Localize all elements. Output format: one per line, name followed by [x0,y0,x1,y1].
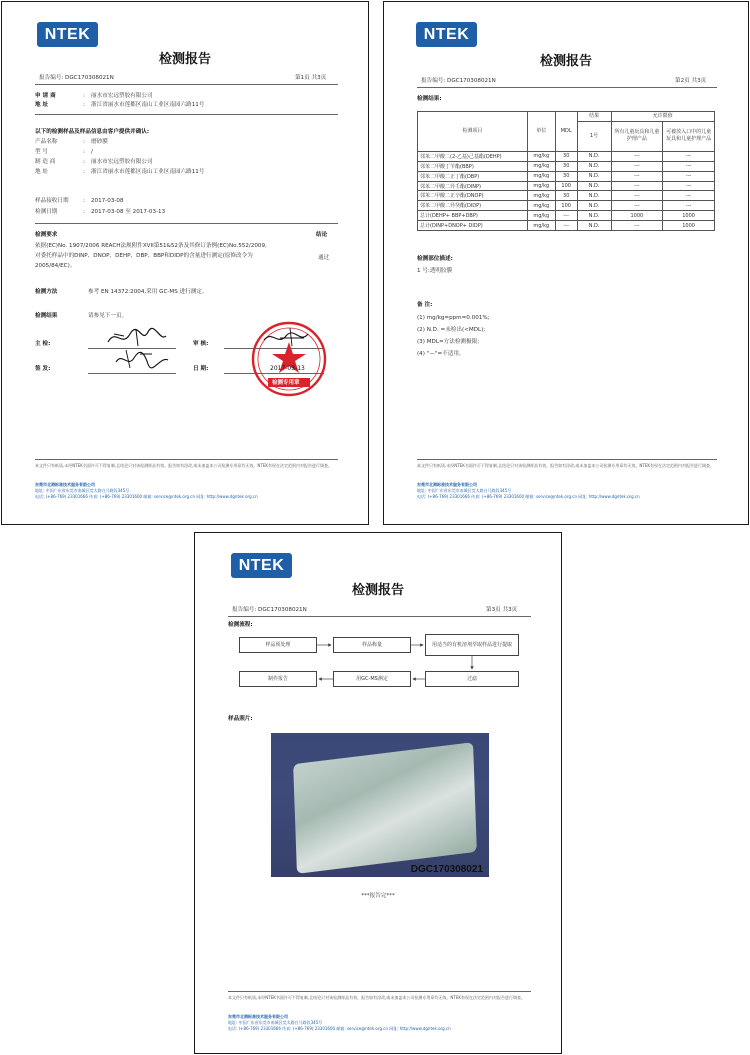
cell-limit-all: --- [611,161,663,171]
conclusion-label: 结论 [316,232,328,238]
test-date-row: 检测日期 : 2017-03-08 至 2017-03-13 [35,209,166,215]
requirements-line-3: 2005/84/EC)。 [35,263,76,269]
cell-item: 邻苯二甲酸丁苄酯(BBP) [418,161,528,171]
cell-result: N.D. [577,201,611,211]
issuer-label: 签 发: [35,366,51,372]
page-indicator: 第1页 共3页 [295,75,327,81]
table-row [418,211,715,221]
cell-limit-mouth: --- [663,191,715,201]
page-indicator: 第3页 共3页 [486,607,518,613]
report-title: 检测报告 [158,52,211,67]
table-row [418,151,715,161]
footer-disclaimer: 本文件只有纸质,未经NTEK书面许可不得复制,且结论只对该检测样品有效。报告如有涂改,或未加盖本公司检测专用章均无效。NTEK有权在法定范围内对报告进行调查。 [417,463,714,468]
flow-step-report: 制作报告 [239,671,317,687]
flow-step-gcms: 用GC-MS测定 [333,671,411,687]
cell-result: N.D. [577,221,611,231]
footer-disclaimer: 本文件只有纸质,未经NTEK书面许可不得复制,且结论只对该检测样品有效。报告如有涂改,或未加盖本公司检测专用章均无效。NTEK有权在法定范围内对报告进行调查。 [228,995,525,1000]
requirements-line-1: 依据(EC)No. 1907/2006 REACH法规附件XVII第51&52条及其修订条例(EC)No.552/2009, [35,243,267,249]
footer-disclaimer: 本文件只有纸质,未经NTEK书面许可不得复制,且结论只对该检测样品有效。报告如有涂改,或未加盖本公司检测专用章均无效。NTEK有权在法定范围内对报告进行调查。 [35,463,332,468]
table-row [418,171,715,181]
cell-item: 邻苯二甲酸二正丁酯(DBP) [418,171,528,181]
page-indicator: 第2页 共3页 [675,78,707,84]
footer-divider [228,991,531,992]
ntek-logo: NTEK [416,22,477,47]
report-page-3 [194,532,562,1054]
reviewer-signature [260,326,320,348]
footer-contact: 电话: (+86-769) 23301666 传真: (+86-769) 23301600 邮箱: service@ntek.org.cn 网址: http://www.dgntek.org.cn [228,1026,451,1031]
issuer-signature [112,346,172,372]
col-limit-mouth: 可被放入口中的儿童玩具和儿童护理产品 [663,121,715,151]
cell-limit-all: 1000 [611,211,663,221]
divider [35,223,338,224]
note-1: (1) mg/kg=ppm=0.001%; [417,315,490,321]
received-date-row: 样品接收日期 : 2017-03-08 [35,198,124,204]
cell-unit: mg/kg [527,171,555,181]
cell-limit-all: --- [611,201,663,211]
footer-contact: 电话: (+86-769) 23301666 传真: (+86-769) 23301600 邮箱: service@ntek.org.cn 网址: http://www.dgntek.org.cn [417,494,640,499]
sample-photo [271,733,489,877]
cell-result: N.D. [577,181,611,191]
col-mdl: MDL [555,112,577,152]
date-label: 日 期: [193,366,209,372]
cell-limit-all: --- [611,181,663,191]
cell-mdl: 30 [555,151,577,161]
flow-arrows [195,533,562,703]
cell-limit-mouth: --- [663,201,715,211]
cell-result: N.D. [577,151,611,161]
model-row: 型 号 : / [35,149,93,155]
flow-step-pretreatment: 样品预处理 [239,637,317,653]
header-divider [35,84,338,85]
footer-company: 东莞市北测标准技术服务有限公司 [228,1014,288,1019]
flow-step-extraction: 用适当的有机溶剂萃取样品进行提取 [425,634,519,656]
cell-mdl: --- [555,221,577,231]
cell-mdl: 100 [555,201,577,211]
stamp-text: 检测专用章 [272,380,300,386]
report-title: 检测报告 [351,583,404,598]
results-header: 检测结果: [417,96,442,102]
cell-limit-mouth: 1000 [663,211,715,221]
report-number: 报告编号: DGC170308021N [232,607,307,613]
cell-limit-mouth: --- [663,161,715,171]
cell-result: N.D. [577,211,611,221]
col-unit: 单位 [527,112,555,152]
result-value: 请参见下一页。 [88,313,128,319]
footer-divider [35,459,338,460]
cell-limit-all: --- [611,151,663,161]
col-result-sample: 1号 [577,121,611,151]
header-divider [417,87,717,88]
applicant-address-row: 地 址 : 浙江省丽水市莲都区南山工业区南园六路11号 [35,102,205,108]
col-result: 结果 [577,112,611,122]
requirements-label: 检测要求 [35,232,58,238]
applicant-row: 申 请 商 : 丽水市宏远塑胶有限公司 [35,93,153,99]
cell-limit-all: --- [611,171,663,181]
footer-divider [417,459,717,460]
cell-unit: mg/kg [527,181,555,191]
report-page-2 [383,1,749,525]
cell-item: 总计(DINP+DNOP+ DIDP) [418,221,528,231]
cell-unit: mg/kg [527,221,555,231]
cell-item: 总计(DEHP+ BBP+DBP) [418,211,528,221]
requirements-line-2: 对委托样品中的DINP、DNOP、DEHP、DBP、BBP和DIDP的含量进行测定(原修改令为 [35,253,253,259]
cell-unit: mg/kg [527,211,555,221]
provided-header: 以下的检测样品及样品信息由客户提供并确认: [35,129,150,135]
cell-unit: mg/kg [527,191,555,201]
cell-item: 邻苯二甲酸二正辛酯(DNOP) [418,191,528,201]
stamp-date: 2017-03-13 [270,365,305,372]
cell-result: N.D. [577,161,611,171]
manufacturer-row: 制 造 商 : 丽水市宏远塑胶有限公司 [35,159,153,165]
flow-step-filtration: 过滤 [425,671,519,687]
report-page-1 [1,1,369,525]
conclusion-value: 通过 [318,255,330,261]
cell-result: N.D. [577,171,611,181]
table-row [418,201,715,211]
footer-company: 东莞市北测标准技术服务有限公司 [417,482,477,487]
reviewer-label: 审 核: [193,341,209,347]
flow-step-weighing: 样品称量 [333,637,411,653]
cell-limit-mouth: 1000 [663,221,715,231]
method-label: 检测方法 [35,289,58,295]
table-row [418,221,715,231]
report-number: 报告编号: DGC170308021N [39,75,114,81]
cell-limit-all: --- [611,191,663,201]
cell-unit: mg/kg [527,151,555,161]
manufacturer-address-row: 地 址 : 浙江省丽水市莲都区南山工业区南园六路11号 [35,169,205,175]
method-value: 参考 EN 14372:2004,采用 GC-MS 进行测定。 [88,289,208,295]
divider [35,114,338,115]
cell-limit-all: --- [611,221,663,231]
cell-unit: mg/kg [527,201,555,211]
part-desc-value: 1 号:透明胶膜 [417,268,453,274]
cell-item: 邻苯二甲酸二(2-乙基)己基酯(DEHP) [418,151,528,161]
note-2: (2) N.D. =未检出(<MDL); [417,327,486,333]
cell-unit: mg/kg [527,161,555,171]
cell-item: 邻苯二甲酸二异癸酯(DIDP) [418,201,528,211]
signature-line [88,373,176,374]
cell-limit-mouth: --- [663,151,715,161]
table-row [418,181,715,191]
photo-header: 样品照片: [228,716,253,722]
chief-inspector-label: 主 检: [35,341,51,347]
cell-result: N.D. [577,191,611,201]
report-end: ***报告完*** [361,893,395,899]
footer-contact: 电话: (+86-769) 23301666 传真: (+86-769) 23301600 邮箱: service@ntek.org.cn 网址: http://www.dgntek.org.cn [35,494,258,499]
footer-company: 东莞市北测标准技术服务有限公司 [35,482,95,487]
col-limit: 允许限值 [611,112,714,122]
col-item: 检测项目 [418,112,528,152]
part-desc-header: 检测部位描述: [417,256,453,262]
product-row: 产品名称 : 磨砂膜 [35,139,108,145]
table-row [418,161,715,171]
footer-address: 地址: 中国广东省东莞市南城区莞太路白马路段345号 [228,1020,323,1025]
col-limit-all: 所有儿童玩具和儿童护理产品 [611,121,663,151]
table-row [418,191,715,201]
result-label: 检测结果 [35,313,58,319]
note-4: (4) "—"=不适用。 [417,351,465,357]
ntek-logo: NTEK [231,553,292,578]
report-title: 检测报告 [539,54,592,69]
photo-sample-code: DGC170308021 [410,864,483,875]
cell-mdl: --- [555,211,577,221]
results-table [417,111,715,231]
flow-header: 检测流程: [228,622,253,628]
cell-item: 邻苯二甲酸二异壬酯(DINP) [418,181,528,191]
sample-film-bag [293,742,477,874]
footer-address: 地址: 中国广东省东莞市南城区莞太路白马路段345号 [417,488,512,493]
ntek-logo: NTEK [37,22,98,47]
cell-mdl: 100 [555,181,577,191]
note-3: (3) MDL=方法检测极限; [417,339,480,345]
notes-header: 备 注: [417,302,433,308]
cell-mdl: 30 [555,161,577,171]
cell-limit-mouth: --- [663,171,715,181]
cell-mdl: 30 [555,191,577,201]
report-number: 报告编号: DGC170308021N [421,78,496,84]
cell-mdl: 30 [555,171,577,181]
cell-limit-mouth: --- [663,181,715,191]
footer-address: 地址: 中国广东省东莞市南城区莞太路白马路段345号 [35,488,130,493]
